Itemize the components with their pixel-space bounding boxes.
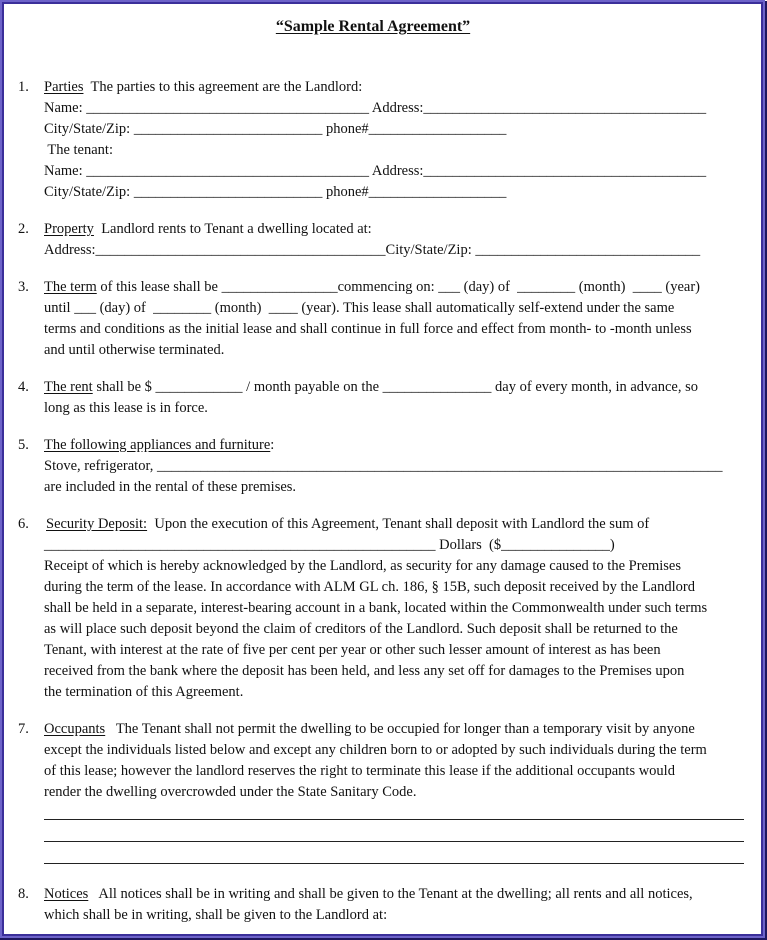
text: Landlord rents to Tenant a dwelling located at: xyxy=(93,221,372,237)
document-page xyxy=(2,2,763,936)
tenant-city-phone-field[interactable]: City/State/Zip: __________________________ phone#___________________ xyxy=(44,184,507,200)
paragraph-text: shall be held in a separate, interest-bearing account in a bank, located within the Commonwealth under such terms xyxy=(44,600,708,616)
occupant-blank-line[interactable] xyxy=(44,863,744,864)
term-until-line[interactable]: until ___ (day) of ________ (month) ____ (year). This lease shall automatically self-extend under the same xyxy=(44,300,675,316)
paragraph-text: terms and conditions as the initial lease and shall continue in full force and effect from month- to -month unless xyxy=(44,321,692,337)
paragraph-text: Tenant, with interest at the rate of five per cent per year or other such lesser amount of interest as has been xyxy=(44,642,661,658)
section-heading: The rent xyxy=(44,379,93,395)
paragraph-text: Receipt of which is hereby acknowledged by the Landlord, as security for any damage caused to the Premises xyxy=(44,558,681,574)
section-parties-intro xyxy=(44,78,362,96)
paragraph-text: and until otherwise terminated. xyxy=(44,342,225,358)
text: of this lease shall be ________________commencing on: ___ (day) of ________ (month) ____ (year) xyxy=(96,279,700,295)
tenant-name-address-field[interactable]: Name: _______________________________________ Address:_______________________________________ xyxy=(44,163,707,179)
paragraph-text: of this lease; however the landlord reserves the right to terminate this lease if the additional occupants would xyxy=(44,763,675,779)
appliances-heading-line xyxy=(44,436,274,454)
section-property-intro xyxy=(44,220,372,238)
text: The Tenant shall not permit the dwelling to be occupied for longer than a temporary visit by anyone xyxy=(105,721,695,737)
paragraph-text: long as this lease is in force. xyxy=(44,400,208,416)
section-heading: Property xyxy=(44,221,94,237)
paragraph-text: the termination of this Agreement. xyxy=(44,684,244,700)
text: The parties to this agreement are the Landlord: xyxy=(83,79,363,95)
section-number: 6. xyxy=(18,516,29,532)
section-number: 1. xyxy=(18,79,29,95)
security-deposit-intro xyxy=(46,515,649,533)
text: All notices shall be in writing and shall be given to the Tenant at the dwelling; all rents and all notices, xyxy=(88,886,693,902)
section-number: 8. xyxy=(18,886,29,902)
text: shall be $ ____________ / month payable on the _______________ day of every month, in advance, so xyxy=(92,379,698,395)
occupants-intro xyxy=(44,720,695,738)
paragraph-text: as will place such deposit beyond the claim of creditors of the Landlord. Such deposit shall be returned to the xyxy=(44,621,678,637)
paragraph-text: during the term of the lease. In accordance with ALM GL ch. 186, § 15B, such deposit received by the Landlord xyxy=(44,579,695,595)
term-line[interactable] xyxy=(44,278,700,296)
appliances-field[interactable]: Stove, refrigerator, ______________________________________________________________________________ xyxy=(44,458,723,474)
tenant-label: The tenant: xyxy=(44,142,113,158)
section-heading: Security Deposit: xyxy=(46,516,148,532)
rent-line[interactable] xyxy=(44,378,698,396)
document-title: “Sample Rental Agreement” xyxy=(275,18,471,35)
section-heading: Notices xyxy=(44,886,89,902)
paragraph-text: are included in the rental of these premises. xyxy=(44,479,297,495)
landlord-city-phone-field[interactable]: City/State/Zip: __________________________ phone#___________________ xyxy=(44,121,507,137)
section-heading: Occupants xyxy=(44,721,106,737)
section-number: 3. xyxy=(18,279,29,295)
deposit-amount-field[interactable]: ______________________________________________________ Dollars ($_______________) xyxy=(44,537,615,553)
landlord-name-address-field[interactable]: Name: _______________________________________ Address:_______________________________________ xyxy=(44,100,707,116)
text: Upon the execution of this Agreement, Tenant shall deposit with Landlord the sum of xyxy=(147,516,650,532)
paragraph-text: which shall be in writing, shall be given to the Landlord at: xyxy=(44,907,388,923)
section-number: 2. xyxy=(18,221,29,237)
section-heading: The following appliances and furniture xyxy=(44,437,271,453)
paragraph-text: except the individuals listed below and except any children born to or adopted by such individuals during the term xyxy=(44,742,707,758)
text: : xyxy=(270,437,275,453)
section-heading: The term xyxy=(44,279,97,295)
paragraph-text: received from the bank where the deposit has been held, and less any set off for damages to the Premises upon xyxy=(44,663,685,679)
section-heading: Parties xyxy=(44,79,84,95)
occupant-blank-line[interactable] xyxy=(44,841,744,842)
paragraph-text: render the dwelling overcrowded under the State Sanitary Code. xyxy=(44,784,417,800)
property-address-field[interactable]: Address:________________________________________City/State/Zip: _______________________________ xyxy=(44,242,701,258)
section-number: 4. xyxy=(18,379,29,395)
notices-intro xyxy=(44,885,693,903)
section-number: 5. xyxy=(18,437,29,453)
occupant-blank-line[interactable] xyxy=(44,819,744,820)
section-number: 7. xyxy=(18,721,29,737)
